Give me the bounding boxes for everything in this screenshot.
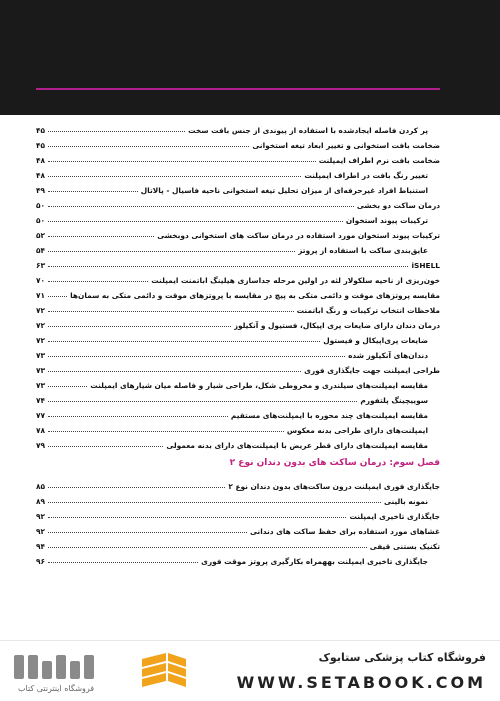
setabook-logo — [10, 649, 190, 695]
toc-entry — [36, 240, 440, 255]
toc-entry-title: ملاحظات انتخاب ترکیبات و رنگ اباتمنت — [296, 306, 440, 315]
header-band — [0, 0, 500, 115]
toc-leader-dots — [48, 532, 247, 533]
toc-entry-page: ۸۹ — [36, 497, 46, 506]
toc-entry-page: ۷۴ — [36, 396, 46, 405]
toc-leader-dots — [48, 341, 320, 342]
toc-entry-title: غشاهای مورد استفاده برای حفظ ساکت های دندانی — [249, 527, 440, 536]
toc-leader-dots — [48, 191, 138, 192]
toc-entry-title: ایمپلنت‌های دارای طراحی بدنه معکوس — [286, 426, 428, 435]
toc-entry — [36, 270, 440, 285]
toc-entry — [36, 300, 440, 315]
toc-entry-page: ۴۹ — [36, 186, 46, 195]
toc-entry-title: خون‌ریزی از ناحیه سلکولار لثه در اولین مرحله جداسازی هیلینگ اباتمنت ایمپلنت — [151, 276, 440, 285]
toc-leader-dots — [48, 281, 148, 282]
toc-entry — [36, 135, 440, 150]
toc-entry-title: مقایسه پروتزهای موقت و دائمی متکی به پیچ در مقایسه با پروتزهای موقت و دائمی متکی به سمان‌ها — [70, 291, 440, 300]
store-name: فروشگاه کتاب پزشکی ستابوک — [318, 651, 486, 664]
toc-entry-title: استنباط افراد غیرحرفه‌ای از میزان تحلیل تیغه استخوانی ناحیه فاسیال - پالاتال — [140, 186, 428, 195]
toc-entry — [36, 390, 440, 405]
toc-entry — [36, 285, 440, 300]
toc-entry — [36, 405, 440, 420]
toc-entry — [36, 506, 440, 521]
toc-leader-dots — [48, 547, 367, 548]
toc-leader-dots — [48, 266, 408, 267]
toc-entry-page: ۵۰ — [36, 216, 46, 225]
toc-entry-title: درمان ساکت دو بخشی — [356, 201, 440, 210]
toc-entry-page: ۹۴ — [36, 542, 46, 551]
toc-leader-dots — [48, 386, 87, 387]
chapter-heading: فصل سوم: درمان ساکت های بدون دندان نوع ۲ — [229, 458, 440, 468]
toc-entry-title: درمان دندان دارای ضایعات پری اپیکال، فستیول و آنکیلوز — [233, 321, 440, 330]
store-url[interactable]: WWW.SETABOOK.COM — [236, 673, 486, 692]
toc-section-1 — [36, 120, 440, 450]
toc-entry — [36, 521, 440, 536]
toc-leader-dots — [48, 326, 231, 327]
toc-leader-dots — [48, 146, 249, 147]
toc-entry — [36, 420, 440, 435]
toc-leader-dots — [48, 221, 343, 222]
toc-entry-title: iSHELL — [411, 261, 440, 270]
toc-entry-title: مقایسه ایمپلنت‌های چند محوره با ایمپلنت‌های مستقیم — [230, 411, 428, 420]
toc-entry — [36, 491, 440, 506]
toc-entry-title: ترکیبات پیوند استخوان مورد استفاده در درمان ساکت های استخوانی دوبخشی — [157, 231, 440, 240]
toc-entry-page: ۷۳ — [36, 351, 46, 360]
toc-entry-page: ۷۲ — [36, 306, 46, 315]
toc-leader-dots — [48, 176, 301, 177]
toc-entry-page: ۷۱ — [36, 291, 46, 300]
toc-entry — [36, 375, 440, 390]
toc-entry — [36, 536, 440, 551]
toc-leader-dots — [48, 356, 345, 357]
toc-entry-page: ۷۳ — [36, 381, 46, 390]
toc-entry-page: ۷۳ — [36, 366, 46, 375]
footer — [0, 640, 500, 701]
toc-entry — [36, 225, 440, 240]
table-of-contents — [36, 120, 440, 635]
toc-entry — [36, 120, 440, 135]
toc-entry-page: ۷۰ — [36, 276, 46, 285]
toc-entry — [36, 360, 440, 375]
toc-entry-title: عایق‌بندی ساکت با استفاده از پروتز — [298, 246, 428, 255]
toc-entry — [36, 345, 440, 360]
toc-leader-dots — [48, 401, 357, 402]
toc-entry-page: ۹۶ — [36, 557, 46, 566]
toc-leader-dots — [48, 431, 284, 432]
toc-leader-dots — [48, 487, 225, 488]
toc-entry — [36, 315, 440, 330]
toc-entry-title: سوییچینگ پلتفورم — [360, 396, 428, 405]
toc-leader-dots — [48, 371, 301, 372]
toc-entry-title: جایگذاری تاخیری ایمپلنت بههمراه بکارگیری پروتز موقت فوری — [201, 557, 428, 566]
logo-caption: فروشگاه اینترنتی کتاب — [18, 684, 95, 693]
toc-leader-dots — [48, 562, 198, 563]
toc-entry-page: ۴۸ — [36, 171, 46, 180]
accent-rule — [36, 88, 440, 90]
toc-leader-dots — [48, 161, 316, 162]
toc-entry — [36, 330, 440, 345]
toc-entry-page: ۵۴ — [36, 246, 46, 255]
toc-entry-page: ۷۲ — [36, 321, 46, 330]
toc-leader-dots — [48, 206, 354, 207]
toc-entry — [36, 435, 440, 450]
toc-entry-page: ۵۰ — [36, 201, 46, 210]
toc-entry-title: ضخامت بافت استخوانی و تغییر ابعاد تیغه استخوانی — [252, 141, 440, 150]
toc-entry-page: ۶۳ — [36, 261, 46, 270]
toc-leader-dots — [48, 236, 154, 237]
toc-entry-page: ۷۹ — [36, 441, 46, 450]
toc-entry-title: مقایسه ایمپلنت‌های سیلندری و مخروطی شکل، طراحی شیار و فاصله میان شیارهای ایمپلنت — [90, 381, 428, 390]
toc-leader-dots — [48, 517, 346, 518]
toc-entry — [36, 551, 440, 566]
toc-entry-title: ترکیبات پیوند استخوان — [345, 216, 428, 225]
toc-entry-title: جایگذاری فوری ایمپلنت درون ساکت‌های بدون دندان نوع ۲ — [228, 482, 440, 491]
toc-entry-title: ضایعات پری‌اپیکال و فیستول — [323, 336, 428, 345]
toc-entry — [36, 165, 440, 180]
toc-entry-title: تکنیک بستنی قیفی — [369, 542, 440, 551]
toc-entry-title: تغییر رنگ بافت در اطراف ایمپلنت — [304, 171, 428, 180]
toc-entry-title: پر کردن فاصله ایجادشده با استفاده از پیوندی از جنس بافت سخت — [188, 126, 428, 135]
toc-entry — [36, 195, 440, 210]
toc-leader-dots — [48, 251, 295, 252]
toc-leader-dots — [48, 311, 294, 312]
toc-entry-title: مقایسه ایمپلنت‌های دارای قطر عریض با ایمپلنت‌های دارای بدنه معمولی — [166, 441, 428, 450]
toc-entry-page: ۹۲ — [36, 527, 46, 536]
toc-entry-page: ۴۵ — [36, 126, 46, 135]
toc-entry-title: نمونه بالینی — [383, 497, 428, 506]
toc-entry-page: ۷۸ — [36, 426, 46, 435]
toc-leader-dots — [48, 131, 185, 132]
toc-entry-page: ۴۵ — [36, 141, 46, 150]
toc-entry — [36, 255, 440, 270]
toc-entry-page: ۷۲ — [36, 336, 46, 345]
toc-entry — [36, 476, 440, 491]
toc-entry-page: ۴۸ — [36, 156, 46, 165]
toc-entry — [36, 150, 440, 165]
toc-section-2 — [36, 476, 440, 566]
toc-entry-page: ۷۷ — [36, 411, 46, 420]
toc-entry-title: طراحی ایمپلنت جهت جایگذاری فوری — [304, 366, 440, 375]
toc-leader-dots — [48, 502, 381, 503]
toc-entry-page: ۵۲ — [36, 231, 46, 240]
toc-entry-title: ضخامت بافت نرم اطراف ایمپلنت — [318, 156, 440, 165]
toc-entry-page: ۹۲ — [36, 512, 46, 521]
toc-leader-dots — [48, 416, 228, 417]
toc-entry-title: دندان‌های آنکیلوز شده — [348, 351, 428, 360]
toc-entry — [36, 210, 440, 225]
toc-leader-dots — [48, 446, 163, 447]
toc-entry-title: جایگذاری تاخیری ایمپلنت — [349, 512, 440, 521]
toc-leader-dots — [48, 296, 67, 297]
toc-entry-page: ۸۵ — [36, 482, 46, 491]
toc-entry — [36, 180, 440, 195]
